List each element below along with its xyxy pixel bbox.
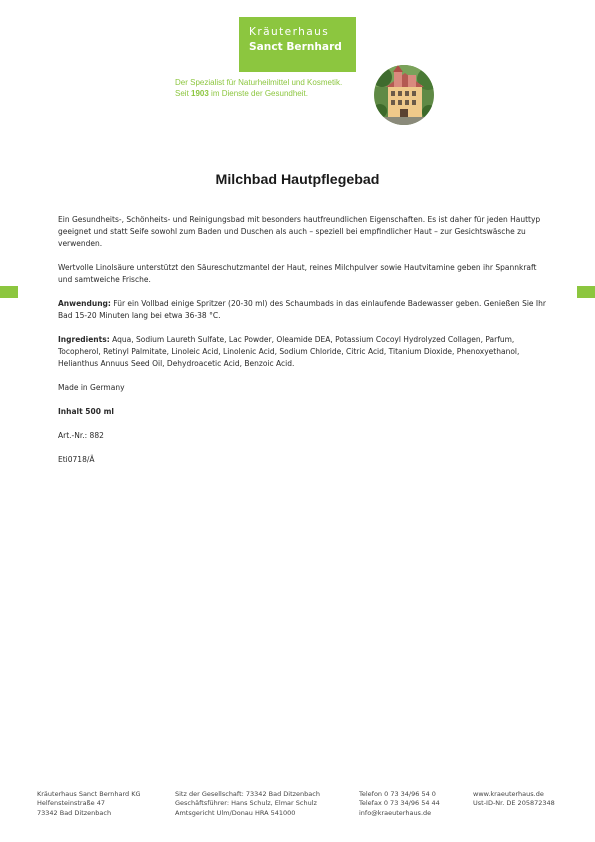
brand-name-line1: Kräuterhaus — [249, 26, 330, 38]
origin-text: Made in Germany — [58, 383, 125, 392]
brand-name-line2: Sanct Bernhard — [249, 41, 342, 53]
brand-tagline — [175, 78, 342, 99]
left-fold-mark — [0, 286, 18, 298]
right-fold-mark — [577, 286, 595, 298]
usage-text: Für ein Vollbad einige Spritzer (20-30 ml) des Schaumbads in das einlaufende Badewasser geben. Genießen Sie Ihr Bad 15-20 Minuten lang bei etwa 36-38 °C. — [58, 299, 546, 320]
usage-paragraph — [58, 298, 548, 322]
footer-email[interactable]: info@kraeuterhaus.de — [359, 808, 432, 817]
article-number: Art.-Nr.: 882 — [58, 431, 104, 440]
intro-paragraph: Ein Gesundheits-, Schönheits- und Reinigungsbad mit besonders hautfreundlichen Eigenschaften. Es ist daher für jeden Hauttyp geeignet und statt Seife sowohl zum Baden und Duschen als auch – speziell bei empfindlicher Haut – zur Gesichtswäsche zu verwenden. — [58, 215, 541, 248]
footer-contact: Telefon 0 73 34/96 54 0 Telefax 0 73 34/96 54 44 info@kraeuterhaus.de — [359, 790, 440, 817]
footer-registration: Sitz der Gesellschaft: 73342 Bad Ditzenbach Geschäftsführer: Hans Schulz, Elmar Schulz Amtsgericht Ulm/Donau HRA 541000 — [175, 790, 320, 817]
ingredients-label: Ingredients: — [58, 335, 110, 344]
footer-website-link[interactable]: www.kraeuterhaus.de — [473, 790, 544, 798]
document-reference: Eti0718/Ä — [58, 455, 95, 464]
content-text: Inhalt 500 ml — [58, 407, 114, 416]
footer-company: Kräuterhaus Sanct Bernhard KG Helfensteinstraße 47 73342 Bad Ditzenbach — [37, 790, 141, 817]
building-photo — [374, 65, 434, 125]
ingredients-paragraph — [58, 334, 548, 370]
product-description — [58, 214, 548, 478]
product-title: Milchbad Hautpflegebad — [215, 172, 380, 188]
usage-label: Anwendung: — [58, 299, 111, 308]
tagline-line2: Seit 1903 im Dienste der Gesundheit. — [175, 88, 308, 98]
tagline-line1: Der Spezialist für Naturheilmittel und Kosmetik. — [175, 78, 343, 87]
brand-logo — [239, 17, 356, 72]
ingredients-text: Aqua, Sodium Laureth Sulfate, Lac Powder, Oleamide DEA, Potassium Cocoyl Hydrolyzed Collagen, Parfum, Tocopherol, Retinyl Palmitate, Linoleic Acid, Linolenic Acid, Sodium Chloride, Citric Acid, Titanium Dioxide, Phenoxyethanol, Helianthus Annuus Seed Oil, Dehydroacetic Acid, Benzoic Acid. — [58, 335, 520, 368]
footer-web: www.kraeuterhaus.de Ust-ID-Nr. DE 205872348 — [473, 790, 555, 808]
tagline-year: 1903 — [191, 88, 209, 98]
description-paragraph: Wertvolle Linolsäure unterstützt den Säureschutzmantel der Haut, reines Milchpulver sowie Hautvitamine geben ihr Spannkraft und samtweiche Frische. — [58, 263, 537, 284]
